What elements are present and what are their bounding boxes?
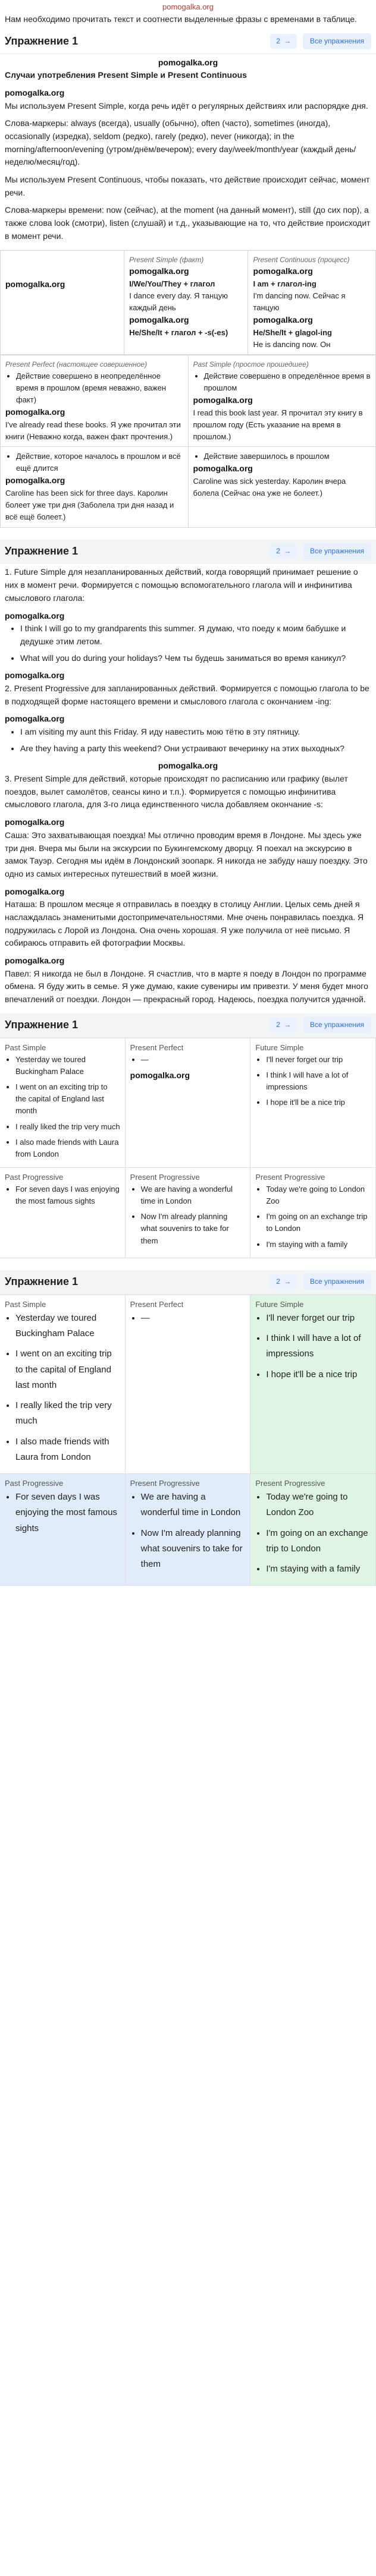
table-cell: • Действие завершилось в прошлом pomogalka.org Caroline was sick yesterday. Каролин вчера болела (Сейчас она уже не болеет.) [188,447,376,527]
theory-heading: Случаи употребления Present Simple и Present Continuous [5,70,247,80]
future-simple-column: Future Simple • I'll never forget our trip • I think I will have a lot of impressions • I hope it'll be a nice trip [250,1038,376,1168]
exercise-bar-3: Упражнение 1 2 → Все упражнения [0,1013,376,1038]
perfect-past-table [0,355,376,527]
theory-p3: Мы используем Present Continuous, чтобы показать, что действие происходит сейчас, момент речи. [5,175,370,197]
table-cell: pomogalka.org [1,250,124,355]
all-exercises-button[interactable]: Все упражнения [303,1274,371,1290]
table-cell: Present Perfect (настоящее совершенное) • Действие совершено в неопределённое время в прошлом (время неважно, важен факт) pomogalka.org I've already read these books. Я уже прочитал эти книги (Неважно когда, важен факт прочтения.) [1,355,189,447]
arrow-right-icon: → [283,547,291,556]
table-cell: Present Simple (факт) pomogalka.org I/We/You/They + глагол I dance every day. Я танцую каждый день pomogalka.org He/She/It + глагол + -s(-es) [124,250,248,355]
table-cell: Present Continuous (процесс) pomogalka.org I am + глагол-ing I'm dancing now. Сейчас я танцую pomogalka.org He/She/It + glagol-ing He is dancing now. Он [248,250,376,355]
present-progressive-column: Present Progressive • We are having a wonderful time in London • Now I'm already planning what souvenirs to take for them [126,1474,251,1586]
present-progressive-column: Present Progressive • We are having a wonderful time in London • Now I'm already planning what souvenirs to take for them [126,1168,251,1258]
past-progressive-column: Past Progressive • For seven days I was enjoying the most famous sights [0,1168,126,1258]
all-exercises-button[interactable]: Все упражнения [303,33,371,49]
answer-grid-2 [0,1295,376,1586]
theory-p4: Слова-маркеры времени: now (сейчас), at the moment (на данный момент), still (до сих пор), а также слова look (смотри), listen (слушай) и т.д., указывающие на то, что действие происходит в момент речи. [5,205,371,241]
watermark: pomogalka.org [158,57,218,67]
table-cell: • Действие, которое началось в прошлом и всё ещё длится pomogalka.org Caroline has been sick for three days. Каролин болеет уже три дня (Заболела три дня назад и всё ещё болеет.) [1,447,189,527]
site-header[interactable]: pomogalka.org [162,2,214,11]
exercise-bar-1 [0,30,376,54]
exercise-bar-2: Упражнение 1 2 → Все упражнения [0,540,376,564]
arrow-right-icon: → [283,1277,291,1286]
all-exercises-button[interactable]: Все упражнения [303,1017,371,1033]
past-simple-column: Past Simple • Yesterday we toured Buckingham Palace • I went on an exciting trip to the capital of England last month • I really liked the trip very much • I also made friends with Laura from London [0,1295,126,1474]
future-section: 1. Future Simple для незапланированных действий, когда говорящий принимает решение о них в момент речи. Формируется с помощью вспомогательного глагола will и инфинитива смыслового глагола: pomogalka.org • I think I will go to my grandparents this summer. Я думаю, что поеду к моим бабушке и дедушке этим летом. • What will you do during your holidays? Чем ты будешь заниматься во время каникул? pomogalka.org 2. Present Progressive для запланированных действий. Формируется с помощью глагола to be в подходящей форме настоящего времени и смыслового глагола с окончанием -ing: pomogalka.org • I am visiting my aunt this Friday. Я иду навестить мою тётю в эту пятницу. • Are they having a party this weekend? Они устраивают вечеринку на этих выходных? pomogalka.org 3. Present Simple для действий, которые происходят по расписанию или графику (вылет поездов, вылет самолётов, сеансы кино и т.п.). Формируется с помощью инфинитива смыслового глагола, для 3-го лица единственного числа добавляем окончание -s: pomogalka.org Саша: Это захватывающая поездка! Мы отлично проводим время в Лондоне. Мы здесь уже три дня. Вчера мы были на экскурсии по Букингемскому дворцу. Я поехал на экскурсию в замок Тауэр. Сегодня мы идём в Лондонский зоопарк. Я никогда не забуду нашу поездку. Это одно из самых интересных путешествий в моей жизни. pomogalka.org Наташа: В прошлом месяце я отправилась в поездку в столицу Англии. Целых семь дней я наслаждалась знаменитыми достопримечательностями. Мне очень понравилась поездка. Я подружилась с Лорой из Лондона. Она очень хорошая. Я уже получила от неё письмо. Я собираюсь отправить ей фотографии Москвы. pomogalka.org Павел: Я никогда не был в Лондоне. Я счастлив, что в марте я поеду в Лондон по программе обмена. Я буду жить в семье. Я уже думаю, какие сувениры им привезти. У меня будет много впечатлений от поездки. Лондон — прекрасный город. Надеюсь, поездка получится удачной. [0,563,376,1013]
exercise-number-button[interactable]: 2 → [270,34,297,49]
theory-section [0,54,376,250]
exercise-number-button[interactable]: 2 → [270,544,297,559]
exercise-bar-4: Упражнение 1 2 → Все упражнения [0,1270,376,1295]
intro-text: Нам необходимо прочитать текст и соотнести выделенные фразы с временами в таблице. [5,14,357,24]
future-simple-column: Future Simple • I'll never forget our trip • I think I will have a lot of impressions • I hope it'll be a nice trip [250,1295,376,1474]
present-perfect-column: Present Perfect • — [126,1295,251,1474]
exercise-number-button[interactable]: 2 → [270,1018,297,1032]
arrow-right-icon: → [283,37,291,46]
theory-p1: Мы используем Present Simple, когда речь идёт о регулярных действиях или распорядке дня. [5,100,368,111]
table-cell: Past Simple (простое прошедшее) • Действие совершено в определённое время в прошлом pomogalka.org I read this book last year. Я прочитал эту книгу в прошлом году (Есть указание на время в прошлом.) [188,355,376,447]
exercise-title: Упражнение 1 [5,34,78,47]
past-progressive-column: Past Progressive • For seven days I was enjoying the most famous sights [0,1474,126,1586]
theory-p2: Слова-маркеры: always (всегда), usually (обычно), often (часто), sometimes (иногда), occasionally (изредка), seldom (редко), rarely (редко), never (никогда); in the morning/afternoon/evening (утром/днём/вечером); every day/week/month/year (каждый день/неделю/месяц/год). [5,118,356,167]
present-progressive-2-column: Present Progressive • Today we're going to London Zoo • I'm going on an exchange trip to London • I'm staying with a family [250,1474,376,1586]
answer-grid-1 [0,1038,376,1258]
past-simple-column: Past Simple • Yesterday we toured Buckingham Palace • I went on an exciting trip to the capital of England last month • I really liked the trip very much • I also made friends with Laura from London [0,1038,126,1168]
grammar-table [0,250,376,355]
present-progressive-2-column: Present Progressive • Today we're going to London Zoo • I'm going on an exchange trip to London • I'm staying with a family [250,1168,376,1258]
present-perfect-column: Present Perfect • — pomogalka.org [126,1038,251,1168]
watermark: pomogalka.org [5,87,65,97]
arrow-right-icon: → [283,1021,291,1029]
exercise-number-button[interactable]: 2 → [270,1274,297,1289]
all-exercises-button[interactable]: Все упражнения [303,543,371,559]
